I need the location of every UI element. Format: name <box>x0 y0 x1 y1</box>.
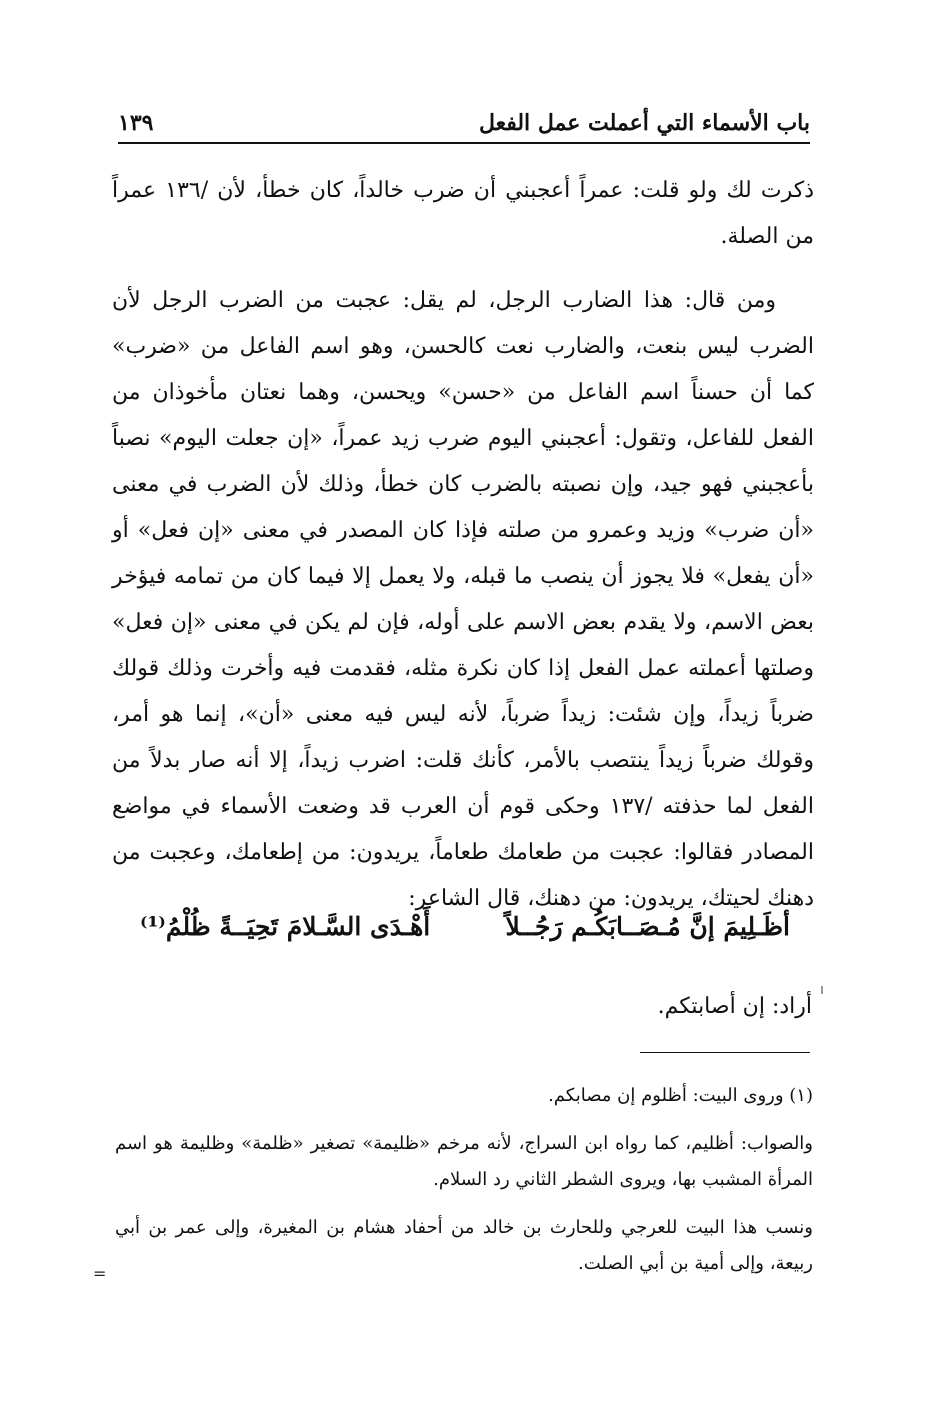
footnote-3: ونسب هذا البيت للعرجي وللحارث بن خالد من أحفاد هشام بن المغيرة، وإلى عمر بن أبي ربيعة، وإلى أمية بن أبي الصلت. <box>115 1217 813 1274</box>
verse-second-hemistich: أَهْـدَى السَّـلامَ تَحِيَــةً ظُلْمُ⁽¹⁾ <box>140 912 431 941</box>
paragraph-2: ومن قال: هذا الضارب الرجل، لم يقل: عجبت من الضرب الرجل لأن الضرب ليس بنعت، والضارب نعت كالحسن، وهو اسم الفاعل من «ضرب» كما أن حسناً اسم الفاعل من «حسن» ويحسن، وهما نعتان مأخوذان من الفعل للفاعل، وتقول: أعجبني اليوم ضرب زيد عمراً، «إن جعلت اليوم» نصباً بأعجبني فهو جيد، وإن نصبته بالضرب كان خطأ، وذلك لأن الضرب في معنى «أن ضرب» وزيد وعمرو من صلته فإذا كان المصدر في معنى «إن فعل» أو «أن يفعل» فلا يجوز أن ينصب ما قبله، ولا يعمل إلا فيما كان من تمامه فيؤخر بعض الاسم، ولا يقدم بعض الاسم على أوله، فإن لم يكن في معنى «إن فعل» وصلتها أعملته عمل الفعل إذا كان نكرة مثله، فقدمت فيه وأخرت وذلك قولك ضرباً زيداً، وإن شئت: زيداً ضرباً، لأنه ليس فيه معنى «أن»، إنما هو أمر، وقولك ضرباً زيداً ينتصب بالأمر، كأنك قلت: اضرب زيداً، إلا أنه صار بدلاً من الفعل لما حذفته /١٣٧ وحكى قوم أن العرب قد وضعت الأسماء في مواضع المصادر فقالوا: عجبت من طعامك طعاماً، يريدون: من إطعامك، وعجبت من دهنك لحيتك، يريدون: من دهنك، قال الشاعر: <box>112 288 814 911</box>
paragraph-1: ذكرت لك ولو قلت: عمراً أعجبني أن ضرب خالداً، كان خطأ، لأن /١٣٦ عمراً من الصلة. <box>112 178 814 249</box>
page-number: ١٣٩ <box>118 110 154 136</box>
poetry-verse <box>140 912 790 962</box>
scan-speck <box>821 986 823 994</box>
footnote-2: والصواب: أظليم، كما رواه ابن السراج، لأنه مرخم «ظليمة» تصغير «ظلمة» وظليمة هو اسم المرأة المشبب بها، ويروى الشطر الثاني رد السلام. <box>115 1133 813 1190</box>
running-title: باب الأسماء التي أعملت عمل الفعل <box>478 110 810 136</box>
verse-explanation: أراد: إن أصابتكم. <box>657 994 812 1019</box>
footnote-separator <box>640 1052 810 1053</box>
page-header <box>118 108 810 144</box>
continuation-mark: = <box>93 1264 107 1283</box>
footnote-1: (١) وروى البيت: أظلوم إن مصابكم. <box>548 1085 813 1106</box>
footnotes <box>115 1078 813 1282</box>
verse-first-hemistich: أظَـلِيمَ إنَّ مُـصَــابَكُـم رَجُــلاً <box>505 912 790 941</box>
main-text <box>112 168 814 922</box>
